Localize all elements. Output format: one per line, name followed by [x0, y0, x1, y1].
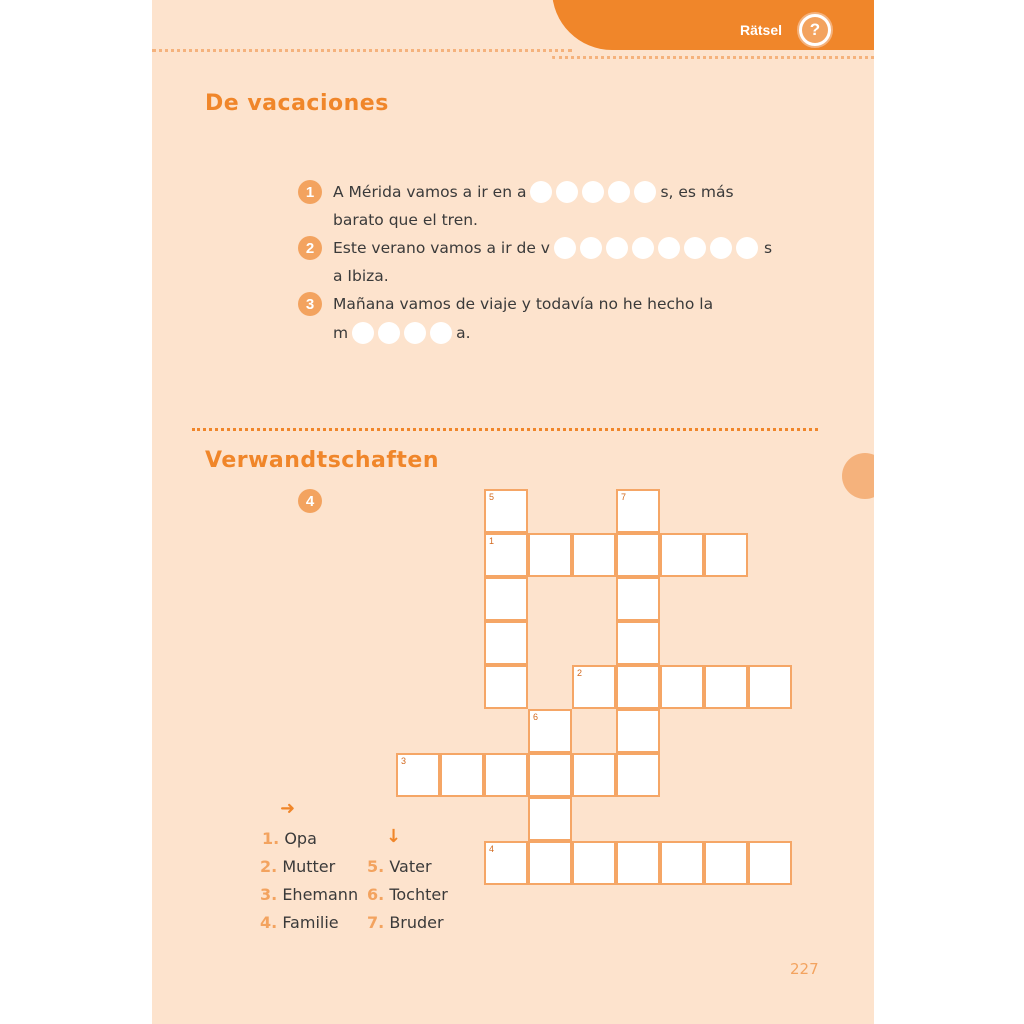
- letter-blank[interactable]: [556, 181, 578, 203]
- exercise-2-line-1: Este verano vamos a ir de v s: [333, 239, 773, 257]
- crossword-cell[interactable]: [484, 621, 528, 665]
- clue-down-7: 7. Bruder: [367, 913, 444, 932]
- clue-across-1: 1. Opa: [262, 829, 317, 848]
- crossword-cell[interactable]: [704, 533, 748, 577]
- crossword-cell[interactable]: [484, 665, 528, 709]
- crossword-cell[interactable]: 3: [396, 753, 440, 797]
- exercise-1-line-2: barato que el tren.: [333, 211, 478, 229]
- exercise-number-3: 3: [298, 292, 322, 316]
- clue-down-6: 6. Tochter: [367, 885, 448, 904]
- letter-blank[interactable]: [608, 181, 630, 203]
- crossword-cell[interactable]: [528, 533, 572, 577]
- crossword-cell[interactable]: [616, 665, 660, 709]
- clue-across-2: 2. Mutter: [260, 857, 336, 876]
- crossword-cell[interactable]: [616, 841, 660, 885]
- crossword-cell[interactable]: [440, 753, 484, 797]
- section-label: Rätsel: [740, 22, 783, 38]
- crossword-cell[interactable]: [528, 841, 572, 885]
- crossword-cell[interactable]: [616, 621, 660, 665]
- crossword-cell[interactable]: 5: [484, 489, 528, 533]
- letter-blank[interactable]: [530, 181, 552, 203]
- question-mark-icon: ?: [797, 12, 833, 48]
- crossword-cell[interactable]: [616, 753, 660, 797]
- crossword-cell[interactable]: [484, 577, 528, 621]
- exercise-number-4: 4: [298, 489, 322, 513]
- letter-blank[interactable]: [736, 237, 758, 259]
- section-divider: [192, 428, 818, 431]
- crossword-cell[interactable]: [660, 533, 704, 577]
- letter-blank[interactable]: [710, 237, 732, 259]
- top-dotted-line: [152, 49, 572, 52]
- letter-blank[interactable]: [580, 237, 602, 259]
- clue-across-4: 4. Familie: [260, 913, 339, 932]
- letter-blank[interactable]: [582, 181, 604, 203]
- crossword-cell[interactable]: [484, 753, 528, 797]
- crossword-cell[interactable]: [572, 753, 616, 797]
- exercise-number-1: 1: [298, 180, 322, 204]
- crossword-cell[interactable]: [660, 841, 704, 885]
- letter-blank[interactable]: [378, 322, 400, 344]
- side-tab: [842, 453, 874, 499]
- crossword-cell[interactable]: [572, 841, 616, 885]
- crossword-cell[interactable]: [528, 753, 572, 797]
- crossword-cell[interactable]: [748, 841, 792, 885]
- exercise-1-line-1: A Mérida vamos a ir en a s, es más: [333, 183, 734, 201]
- crossword-cell[interactable]: [528, 797, 572, 841]
- workbook-page: [152, 0, 874, 1024]
- clue-across-3: 3. Ehemann: [260, 885, 359, 904]
- section-title-verwandtschaften: Verwandtschaften: [205, 448, 440, 473]
- letter-blank[interactable]: [430, 322, 452, 344]
- banner-dotted-line: [552, 56, 874, 71]
- crossword-cell[interactable]: 1: [484, 533, 528, 577]
- letter-blank[interactable]: [554, 237, 576, 259]
- crossword-cell[interactable]: [572, 533, 616, 577]
- down-arrow-icon: ↓: [386, 826, 402, 847]
- page-number: 227: [790, 960, 819, 978]
- exercise-number-2: 2: [298, 236, 322, 260]
- letter-blank[interactable]: [632, 237, 654, 259]
- exercise-2-line-2: a Ibiza.: [333, 267, 389, 285]
- exercise-3-line-1: Mañana vamos de viaje y todavía no he hecho la: [333, 295, 714, 313]
- crossword-cell[interactable]: [704, 665, 748, 709]
- letter-blank[interactable]: [404, 322, 426, 344]
- letter-blank[interactable]: [658, 237, 680, 259]
- letter-blank[interactable]: [634, 181, 656, 203]
- crossword-cell[interactable]: [616, 577, 660, 621]
- crossword-cell[interactable]: [704, 841, 748, 885]
- exercise-3-line-2: m a.: [333, 324, 471, 342]
- letter-blank[interactable]: [352, 322, 374, 344]
- letter-blank[interactable]: [606, 237, 628, 259]
- letter-blank[interactable]: [684, 237, 706, 259]
- crossword-cell[interactable]: [748, 665, 792, 709]
- crossword-cell[interactable]: [660, 665, 704, 709]
- crossword-cell[interactable]: [616, 533, 660, 577]
- across-arrow-icon: ➜: [280, 798, 296, 819]
- crossword-cell[interactable]: 4: [484, 841, 528, 885]
- crossword-cell[interactable]: [616, 709, 660, 753]
- crossword-cell[interactable]: 2: [572, 665, 616, 709]
- crossword-cell[interactable]: 6: [528, 709, 572, 753]
- crossword-cell[interactable]: 7: [616, 489, 660, 533]
- clue-down-5: 5. Vater: [367, 857, 432, 876]
- section-title-vacaciones: De vacaciones: [205, 91, 389, 116]
